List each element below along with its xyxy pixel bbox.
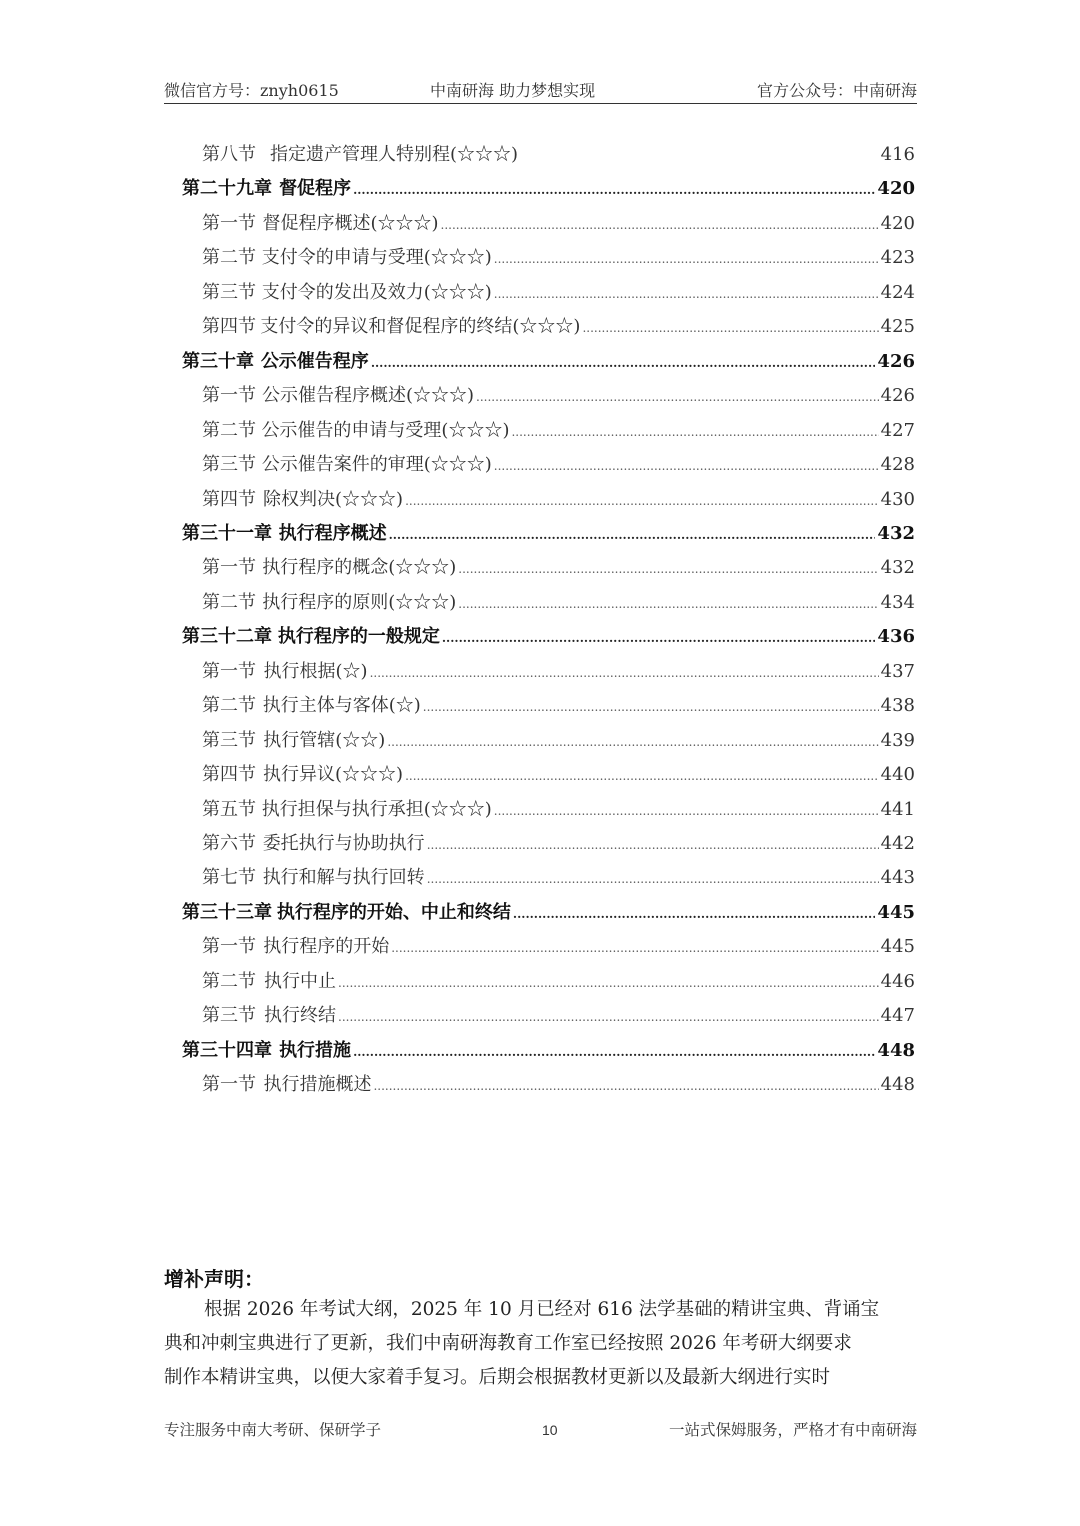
toc-entry-title: 督促程序 xyxy=(279,178,352,200)
toc-entry-title: 除权判决(☆☆☆) xyxy=(263,488,404,510)
toc-entry-page: 434 xyxy=(880,591,915,613)
toc-entry-number: 第四节 xyxy=(202,488,256,510)
toc-entry-title: 委托执行与协助执行 xyxy=(262,833,425,854)
toc-entry-number: 第二节 xyxy=(202,591,256,613)
toc-section-row xyxy=(202,485,915,515)
toc-entry-page: 436 xyxy=(877,626,915,648)
toc-entry-page: 425 xyxy=(880,316,915,338)
toc-entry-title: 执行程序的一般规定 xyxy=(277,626,440,648)
toc-entry-title: 公示催告案件的审理(☆☆☆) xyxy=(261,454,492,476)
toc-leader-dots xyxy=(371,356,876,377)
toc-leader-dots xyxy=(513,907,876,928)
toc-leader-dots xyxy=(494,459,879,480)
page-number: 10 xyxy=(542,1422,558,1438)
toc-entry-page: 441 xyxy=(880,798,915,820)
toc-entry-page: 426 xyxy=(880,385,915,407)
toc-section-row xyxy=(202,657,915,687)
toc-leader-dots xyxy=(389,528,876,549)
toc-leader-dots xyxy=(370,666,879,687)
toc-section-row xyxy=(202,760,915,790)
toc-entry-title: 执行终结 xyxy=(264,1005,336,1027)
toc-leader-dots xyxy=(511,425,878,446)
toc-section-row xyxy=(202,829,915,859)
toc-entry-number: 第一节 xyxy=(202,1074,256,1096)
toc-entry-title: 公示催告程序概述(☆☆☆) xyxy=(261,385,474,407)
toc-entry-title: 支付令的发出及效力(☆☆☆) xyxy=(261,281,492,303)
toc-entry-title: 督促程序概述(☆☆☆) xyxy=(262,212,439,234)
toc-section-row xyxy=(202,209,915,239)
toc-entry-number: 第一节 xyxy=(202,936,256,958)
toc-leader-dots xyxy=(373,1079,878,1100)
toc-entry-page: 432 xyxy=(877,522,915,544)
toc-entry-page: 427 xyxy=(880,419,915,441)
toc-section-row xyxy=(202,140,915,170)
toc-leader-dots xyxy=(582,321,878,342)
toc-entry-number: 第二节 xyxy=(202,419,256,441)
toc-entry-page: 445 xyxy=(877,901,915,923)
toc-entry-number: 第三十二章 xyxy=(182,626,272,648)
toc-leader-dots xyxy=(405,494,879,515)
toc-leader-dots xyxy=(387,735,878,756)
toc-section-row xyxy=(202,932,915,962)
toc-entry-page: 437 xyxy=(880,660,915,682)
toc-entry-number: 第三节 xyxy=(202,454,256,476)
toc-chapter-row xyxy=(182,898,915,928)
toc-leader-dots xyxy=(427,872,879,893)
toc-leader-dots xyxy=(391,941,878,962)
toc-entry-title: 执行担保与执行承担(☆☆☆) xyxy=(261,798,492,820)
toc-leader-dots xyxy=(353,1045,875,1066)
toc-leader-dots xyxy=(353,183,875,204)
toc-entry-page: 432 xyxy=(880,557,915,579)
toc-section-row xyxy=(202,967,915,997)
toc-entry-title: 执行异议(☆☆☆) xyxy=(263,764,404,786)
toc-section-row xyxy=(202,553,915,583)
header-official-account: 官方公众号：中南研海 xyxy=(756,81,917,100)
toc-entry-title: 支付令的申请与受理(☆☆☆) xyxy=(261,247,492,269)
toc-entry-page: 447 xyxy=(880,1005,915,1027)
toc-leader-dots xyxy=(423,700,879,721)
header-wechat-id: 微信官方号：znyh0615 xyxy=(164,81,339,100)
supplement-title: 增补声明： xyxy=(164,1267,264,1291)
toc-entry-page: 439 xyxy=(880,729,915,751)
toc-entry-page: 445 xyxy=(880,936,915,958)
toc-entry-page: 442 xyxy=(880,833,915,854)
toc-leader-dots xyxy=(458,562,878,583)
page-header xyxy=(164,76,917,102)
toc-entry-title: 执行措施概述 xyxy=(263,1074,372,1096)
toc-section-row xyxy=(202,278,915,308)
toc-section-row xyxy=(202,381,915,411)
toc-entry-number: 第三节 xyxy=(202,729,256,751)
toc-entry-number: 第二节 xyxy=(202,695,256,717)
toc-entry-number: 第一节 xyxy=(202,660,256,682)
toc-leader-dots xyxy=(476,390,879,411)
toc-entry-title: 执行程序概述 xyxy=(278,522,387,544)
toc-entry-number: 第六节 xyxy=(202,833,256,854)
toc-leader-dots xyxy=(338,1010,879,1031)
supplement-line: 根据 2026 年考试大纲，2025 年 10 月已经对 616 法学基础的精讲宝典、背诵宝 xyxy=(204,1299,880,1320)
supplement-body xyxy=(164,1293,917,1395)
toc-leader-dots xyxy=(458,597,878,618)
toc-entry-page: 428 xyxy=(880,454,915,476)
toc-entry-number: 第二节 xyxy=(202,970,256,992)
toc-chapter-row xyxy=(182,519,915,549)
toc-entry-page: 448 xyxy=(877,1039,915,1061)
toc-entry-page: 424 xyxy=(880,281,915,303)
toc-entry-number: 第七节 xyxy=(202,867,256,889)
toc-entry-number: 第四节 xyxy=(202,764,256,786)
toc-section-row xyxy=(202,588,915,618)
toc-entry-number: 第三十三章 xyxy=(182,901,272,923)
toc-entry-title: 执行和解与执行回转 xyxy=(262,867,425,889)
toc-entry-title: 支付令的异议和督促程序的终结(☆☆☆) xyxy=(260,316,581,338)
toc-section-row xyxy=(202,795,915,825)
toc-entry-page: 443 xyxy=(880,867,915,889)
toc-entry-page: 448 xyxy=(880,1074,915,1096)
toc-entry-number: 第一节 xyxy=(202,557,256,579)
toc-section-row xyxy=(202,1070,915,1100)
toc-section-row xyxy=(202,1001,915,1031)
toc-leader-dots xyxy=(338,976,879,997)
toc-entry-number: 第一节 xyxy=(202,385,256,407)
toc-entry-page: 416 xyxy=(880,144,915,165)
toc-entry-number: 第三十一章 xyxy=(182,522,272,544)
toc-chapter-row xyxy=(182,1036,915,1066)
toc-entry-number: 第四节 xyxy=(202,316,256,338)
footer-tagline: 专注服务中南大考研、保研学子 xyxy=(164,1421,382,1439)
toc-entry-number: 第三节 xyxy=(202,1005,256,1027)
toc-entry-page: 446 xyxy=(880,970,915,992)
toc-entry-title: 执行措施 xyxy=(279,1039,352,1061)
toc-section-row xyxy=(202,450,915,480)
header-divider xyxy=(164,103,917,104)
toc-chapter-row xyxy=(182,622,915,652)
toc-leader-dots xyxy=(441,218,879,239)
header-slogan: 中南研海 助力梦想实现 xyxy=(430,81,596,100)
toc-leader-dots xyxy=(494,287,879,308)
toc-section-row xyxy=(202,416,915,446)
toc-entry-title: 指定遗产管理人特别程(☆☆☆) xyxy=(270,144,519,165)
toc-entry-title: 公示催告程序 xyxy=(260,350,369,372)
toc-entry-title: 执行根据(☆) xyxy=(263,660,368,682)
toc-entry-title: 执行主体与客体(☆) xyxy=(262,695,421,717)
toc-chapter-row xyxy=(182,347,915,377)
toc-chapter-row xyxy=(182,174,915,204)
toc-leader-dots xyxy=(494,804,879,825)
toc-entry-title: 执行中止 xyxy=(264,970,336,992)
footer-slogan: 一站式保姆服务，严格才有中南研海 xyxy=(668,1421,917,1439)
toc-leader-dots xyxy=(427,838,879,859)
supplement-line: 制作本精讲宝典，以便大家着手复习。后期会根据教材更新以及最新大纲进行实时 xyxy=(164,1367,831,1388)
toc-entry-title: 执行程序的概念(☆☆☆) xyxy=(262,557,457,579)
toc-entry-title: 执行程序的原则(☆☆☆) xyxy=(262,591,457,613)
toc-section-row xyxy=(202,726,915,756)
toc-leader-dots xyxy=(520,163,879,170)
toc-entry-page: 420 xyxy=(880,212,915,234)
supplement-line: 典和冲刺宝典进行了更新，我们中南研海教育工作室已经按照 2026 年考研大纲要求 xyxy=(164,1333,852,1354)
toc-section-row xyxy=(202,863,915,893)
toc-entry-title: 执行程序的开始、中止和终结 xyxy=(276,901,511,923)
toc-entry-number: 第二十九章 xyxy=(182,178,272,200)
toc-entry-page: 423 xyxy=(880,247,915,269)
toc-leader-dots xyxy=(405,769,879,790)
toc-entry-number: 第三节 xyxy=(202,281,256,303)
toc-entry-page: 430 xyxy=(880,488,915,510)
toc-entry-title: 执行管辖(☆☆) xyxy=(263,729,386,751)
toc-entry-page: 420 xyxy=(877,178,915,200)
toc-leader-dots xyxy=(494,252,879,273)
toc-entry-title: 公示催告的申请与受理(☆☆☆) xyxy=(261,419,510,441)
page-footer xyxy=(164,1418,917,1444)
toc-entry-page: 426 xyxy=(877,350,915,372)
toc-section-row xyxy=(202,691,915,721)
toc-entry-number: 第三十四章 xyxy=(182,1039,272,1061)
toc-entry-page: 440 xyxy=(880,764,915,786)
toc-leader-dots xyxy=(442,631,876,652)
toc-entry-number: 第八节 xyxy=(202,144,256,165)
toc-entry-number: 第三十章 xyxy=(182,350,254,372)
toc-entry-page: 438 xyxy=(880,695,915,717)
toc-entry-number: 第二节 xyxy=(202,247,256,269)
toc-entry-title: 执行程序的开始 xyxy=(263,936,390,958)
toc-section-row xyxy=(202,243,915,273)
toc-section-row xyxy=(202,312,915,342)
toc-entry-number: 第一节 xyxy=(202,212,256,234)
toc-entry-number: 第五节 xyxy=(202,798,256,820)
